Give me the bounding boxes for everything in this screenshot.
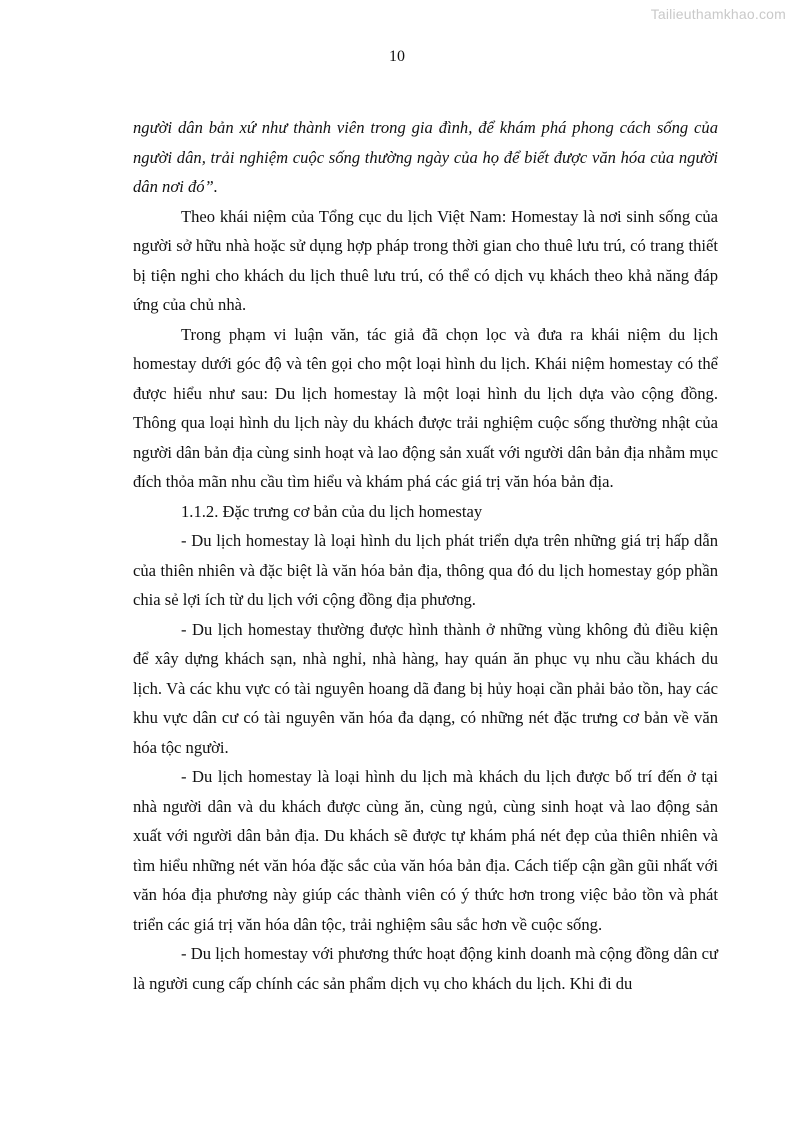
paragraph-characteristic-3: - Du lịch homestay là loại hình du lịch mà khách du lịch được bố trí đến ở tại nhà người dân và du khách được cùng ăn, cùng ngủ, cùng sinh hoạt và lao động sản xuất với người dân bản địa. Du khách sẽ được tự khám phá nét đẹp của thiên nhiên và tìm hiểu những nét văn hóa đặc sắc của văn hóa bản địa. Cách tiếp cận gần gũi nhất với văn hóa địa phương này giúp các thành viên có ý thức hơn trong việc bảo tồn và phát triển các giá trị văn hóa dân tộc, trải nghiệm sâu sắc hơn về cuộc sống. xyxy=(133,767,718,934)
watermark: Tailieuthamkhao.com xyxy=(650,6,786,22)
paragraph-characteristic-4: - Du lịch homestay với phương thức hoạt động kinh doanh mà cộng đồng dân cư là người cung cấp chính các sản phẩm dịch vụ cho khách du lịch. Khi đi du xyxy=(133,944,718,993)
paragraph-characteristic-1: - Du lịch homestay là loại hình du lịch phát triển dựa trên những giá trị hấp dẫn của thiên nhiên và đặc biệt là văn hóa bản địa, thông qua đó du lịch homestay góp phần chia sẻ lợi ích từ du lịch với cộng đồng địa phương. xyxy=(133,531,718,609)
paragraph-definition-tourism-authority: Theo khái niệm của Tổng cục du lịch Việt Nam: Homestay là nơi sinh sống của người sở hữu nhà hoặc sử dụng hợp pháp trong thời gian cho thuê lưu trú, có trang thiết bị tiện nghi cho khách du lịch thuê lưu trú, có thể có dịch vụ khách theo khả năng đáp ứng của chủ nhà. xyxy=(133,206,718,314)
paragraph-definition-thesis: Trong phạm vi luận văn, tác giả đã chọn lọc và đưa ra khái niệm du lịch homestay dưới góc độ và tên gọi cho một loại hình du lịch. Khái niệm homestay có thể được hiểu như sau: Du lịch homestay là một loại hình du lịch dựa vào cộng đồng. Thông qua loại hình du lịch này du khách được trải nghiệm cuộc sống thường nhật của người dân bản địa cùng sinh hoạt và lao động sản xuất với người dân bản địa nhằm mục đích thỏa mãn nhu cầu tìm hiểu và khám phá các giá trị văn hóa bản địa. xyxy=(133,324,718,491)
paragraph-characteristic-2: - Du lịch homestay thường được hình thành ở những vùng không đủ điều kiện để xây dựng khách sạn, nhà nghỉ, nhà hàng, hay quán ăn phục vụ nhu cầu khách du lịch. Và các khu vực có tài nguyên hoang dã đang bị hủy hoại cần phải bảo tồn, hay các khu vực dân cư có tài nguyên văn hóa đa dạng, có những nét đặc trưng cơ bản về văn hóa tộc người. xyxy=(133,619,718,757)
document-body xyxy=(133,113,718,998)
paragraph-quote-continuation: người dân bản xứ như thành viên trong gia đình, để khám phá phong cách sống của người dân, trải nghiệm cuộc sống thường ngày của họ để biết được văn hóa của người dân nơi đó”. xyxy=(133,118,718,196)
section-heading: 1.1.2. Đặc trưng cơ bản của du lịch homestay xyxy=(181,501,483,521)
page-number: 10 xyxy=(389,48,405,65)
